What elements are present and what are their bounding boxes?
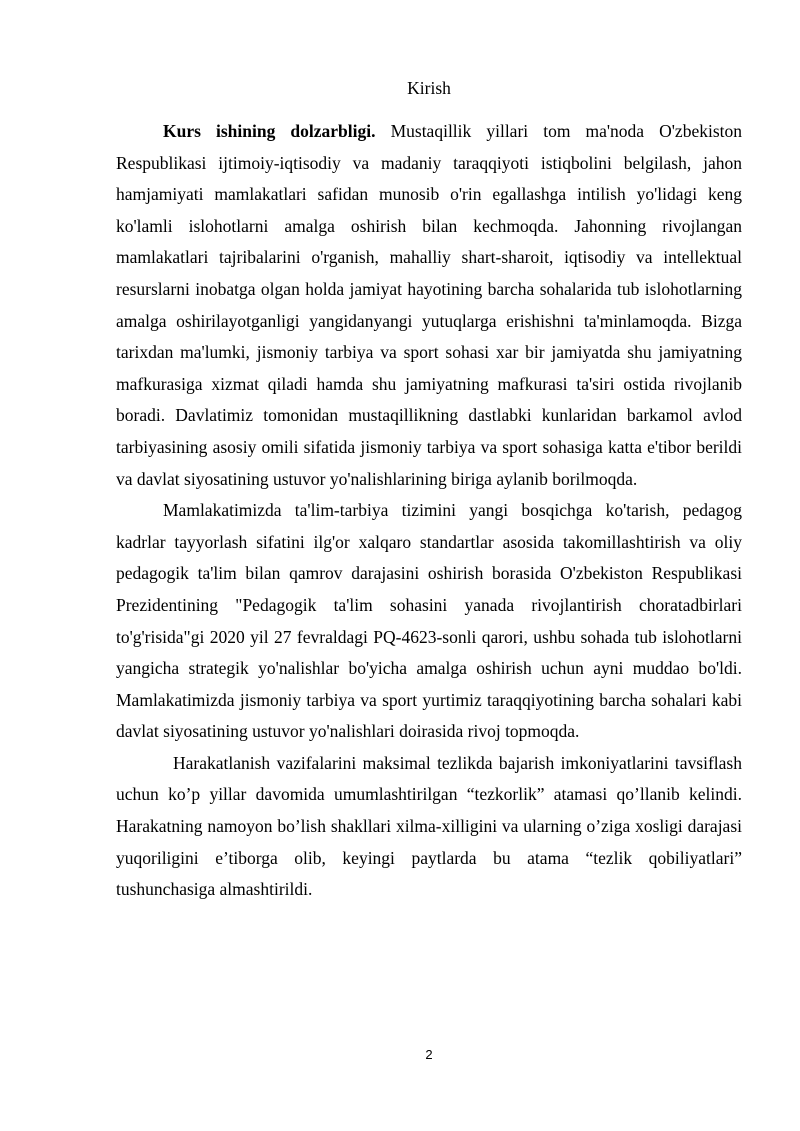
page-number: 2 bbox=[425, 1047, 433, 1062]
paragraph-2: Mamlakatimizda ta'lim-tarbiya tizimini yangi bosqichga ko'tarish, pedagog kadrlar tayyorlash sifatini ilg'or xalqaro standartlar asosida takomillashtirish va oliy pedagogik ta'lim bilan qamrov darajasini oshirish borasida O'zbekiston Respublikasi Prezidentining "Pedagogik ta'lim sohasini yanada rivojlantirish choratadbirlari to'g'risida"gi 2020 yil 27 fevraldagi PQ-4623-sonli qarori, ushbu sohada tub islohotlarni yangicha strategik yo'nalishlar bo'yicha amalga oshirish uchun ayni muddao bo'ldi. Mamlakatimizda jismoniy tarbiya va sport yurtimiz taraqqiyotining barcha sohalari kabi davlat siyosatining ustuvor yo'nalishlari doirasida rivoj topmoqda. bbox=[116, 500, 742, 742]
document-body bbox=[116, 116, 742, 906]
page-title: Kirish bbox=[407, 78, 451, 98]
paragraph-1 bbox=[116, 116, 742, 495]
paragraph-lead: Kurs ishining dolzarbligi. bbox=[163, 121, 376, 141]
paragraph-3: Harakatlanish vazifalarini maksimal tezlikda bajarish imkoniyatlarini tavsiflash uchun ko’p yillar davomida umumlashtirilgan “tezkorlik” atamasi qo’llanib kelindi. Harakatning namoyon bo’lish shakllari xilma-xilligini va ularning o’ziga xosligi darajasi yuqoriligini e’tiborga olib, keyingi paytlarda bu atama “tezlik qobiliyatlari” tushunchasiga almashtirildi. bbox=[116, 752, 742, 900]
paragraph-1-text: Mustaqillik yillari tom ma'noda O'zbekiston Respublikasi ijtimoiy-iqtisodiy va madaniy taraqqiyoti istiqbolini belgilash, jahon hamjamiyati mamlakatlari safidan munosib o'rin egallashga intilish yo'lidagi keng ko'lamli islohotlarni amalga oshirish bilan kechmoqda. Jahonning rivojlangan mamlakatlari tajribalarini o'rganish, mahalliy shart-sharoit, iqtisodiy va intellektual resurslarni inobatga olgan holda jamiyat hayotining barcha sohalarida tub islohotlarning amalga oshirilayotganligi yangidanyangi yutuqlarga erishishni ta'minlamoqda. Bizga tarixdan ma'lumki, jismoniy tarbiya va sport sohasi xar bir jamiyatda shu jamiyatning mafkurasiga xizmat qiladi hamda shu jamiyatning mafkurasi ta'siri ostida rivojlanib boradi. Davlatimiz tomonidan mustaqillikning dastlabki kunlaridan barkamol avlod tarbiyasining asosiy omili sifatida jismoniy tarbiya va sport sohasiga katta e'tibor berildi va davlat siyosatining ustuvor yo'nalishlarining biriga aylanib borilmoqda. bbox=[116, 121, 742, 489]
